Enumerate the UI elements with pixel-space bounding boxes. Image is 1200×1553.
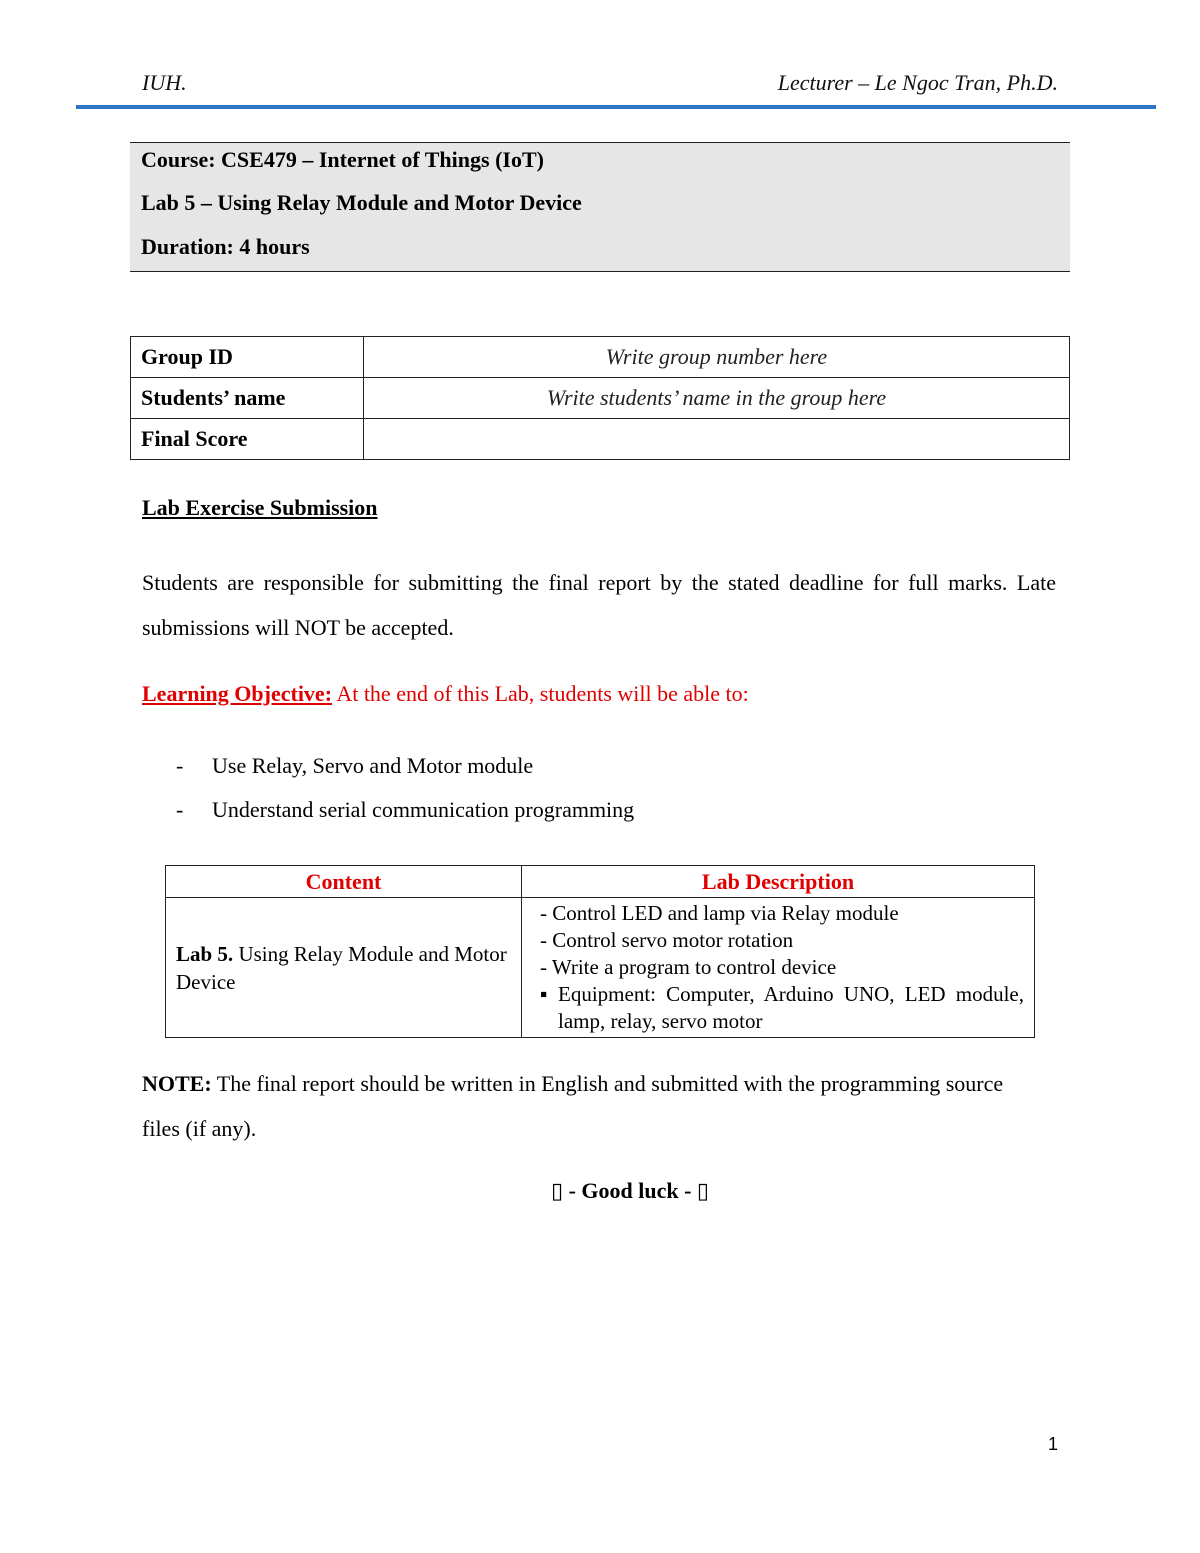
submission-paragraph: Students are responsible for submitting the final report by the stated deadline for full marks. Late submissions will NOT be accepted. <box>142 570 1056 640</box>
table-row <box>131 337 1070 378</box>
column-header-description: Lab Description <box>522 866 1035 898</box>
description-item: - Control servo motor rotation <box>540 928 794 952</box>
note-paragraph <box>142 1061 1042 1151</box>
header-rule <box>76 105 1156 109</box>
content-lab-number: Lab 5. <box>176 941 234 966</box>
square-bullet-icon: ▪ <box>540 982 548 1006</box>
objective-item: Use Relay, Servo and Motor module <box>212 753 534 778</box>
list-item <box>176 753 533 779</box>
table-row <box>131 419 1070 460</box>
final-score-value[interactable] <box>364 419 1070 460</box>
description-item: - Write a program to control device <box>540 955 837 979</box>
content-cell <box>166 898 522 1038</box>
course-title: Course: CSE479 – Internet of Things (IoT) <box>141 147 544 172</box>
learning-objective-label: Learning Objective: <box>142 681 333 706</box>
submission-heading: Lab Exercise Submission <box>142 495 378 520</box>
lab-duration: Duration: 4 hours <box>141 234 310 259</box>
list-item <box>176 797 634 823</box>
dash-bullet-icon: - <box>176 797 184 822</box>
students-name-value[interactable]: Write students’ name in the group here <box>364 378 1070 419</box>
table-row <box>166 898 1035 1038</box>
good-luck-closing: ▯ - Good luck - ▯ <box>550 1178 710 1203</box>
group-info-table <box>130 336 1070 460</box>
course-info-box <box>130 142 1070 272</box>
lab-content-table <box>165 865 1035 1038</box>
equipment-item <box>540 981 1024 1035</box>
page-number: 1 <box>1047 1434 1058 1454</box>
group-id-label: Group ID <box>131 337 364 378</box>
table-row <box>131 378 1070 419</box>
group-id-value[interactable]: Write group number here <box>364 337 1070 378</box>
note-text: The final report should be written in English and submitted with the programming source files (if any). <box>142 1071 1004 1141</box>
description-cell <box>522 898 1035 1038</box>
table-header-row <box>166 866 1035 898</box>
students-name-label: Students’ name <box>131 378 364 419</box>
header-institution: IUH. <box>142 70 187 95</box>
objective-item: Understand serial communication programming <box>212 797 635 822</box>
content-lab-title: Using Relay Module and Motor Device <box>176 941 507 994</box>
final-score-label: Final Score <box>131 419 364 460</box>
note-label: NOTE: <box>142 1071 212 1096</box>
equipment-text: Equipment: Computer, Arduino UNO, LED module, lamp, relay, servo motor <box>558 982 1024 1033</box>
learning-objective-text: At the end of this Lab, students will be able to: <box>332 681 749 706</box>
dash-bullet-icon: - <box>176 753 184 778</box>
lab-title: Lab 5 – Using Relay Module and Motor Device <box>141 190 582 215</box>
header-lecturer: Lecturer – Le Ngoc Tran, Ph.D. <box>777 70 1058 95</box>
column-header-content: Content <box>166 866 522 898</box>
learning-objective <box>142 681 749 707</box>
description-item: - Control LED and lamp via Relay module <box>540 901 899 925</box>
